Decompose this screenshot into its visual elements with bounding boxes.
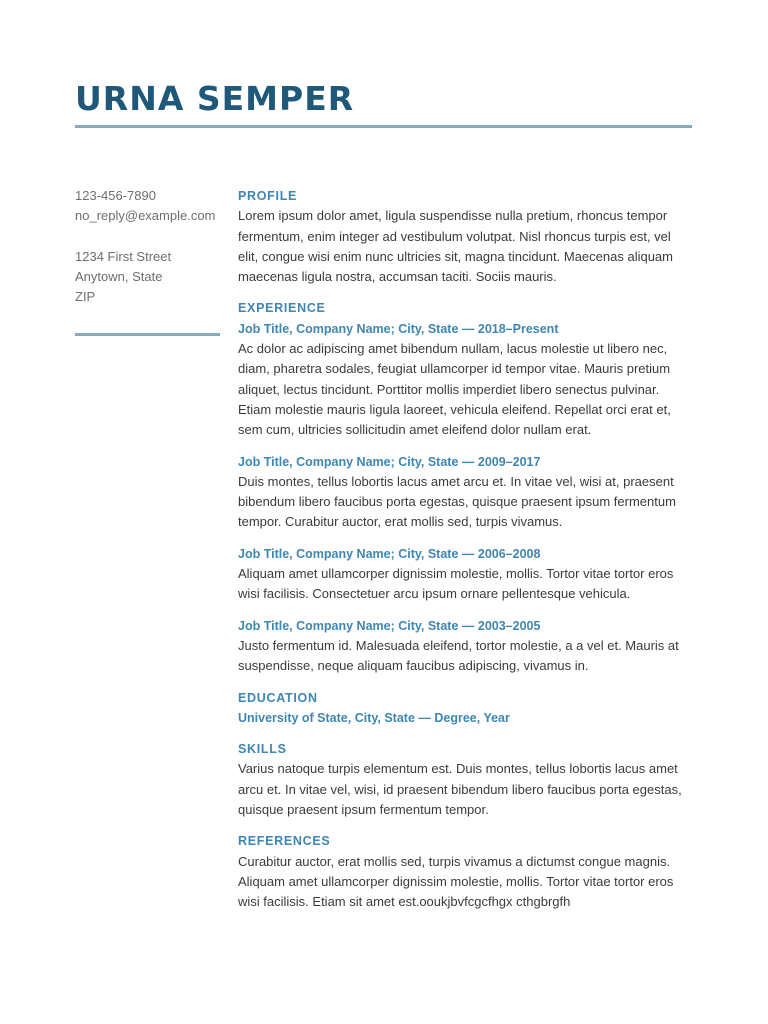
job-heading: Job Title, Company Name; City, State — 2018–Present [238, 321, 559, 336]
job-description: Justo fermentum id. Malesuada eleifend, tortor molestie, a a vel et. Mauris at suspendisse, neque aliquam faucibus adipiscing, vivamus in. [238, 637, 679, 674]
header-divider [75, 125, 692, 128]
job-heading: Job Title, Company Name; City, State — 2006–2008 [238, 546, 541, 561]
experience-section [238, 298, 694, 676]
job-entry [238, 616, 694, 677]
contact-phone: 123-456-7890 [75, 188, 156, 203]
contact-email: no_reply@example.com [75, 208, 216, 224]
skills-section [238, 739, 694, 820]
contact-address-line3: ZIP [75, 289, 96, 305]
experience-heading: EXPERIENCE [238, 301, 326, 316]
job-description: Aliquam amet ullamcorper dignissim molestie, mollis. Tortor vitae tortor eros wisi facilisis. Consectetuer arcu ipsum ornare pellentesque vehicula. [238, 566, 674, 602]
profile-text: Lorem ipsum dolor amet, ligula suspendisse nulla pretium, rhoncus tempor fermentum, enim integer ad vestibulum volutpat. Nisl rhoncus turpis est, vel elit, congue wisi enim nunc ultricies sit, magna tincidunt. Maecenas aliquam maecenas ligula nostra, accumsan taciti. Sociis mauris. [238, 208, 673, 285]
job-entry [238, 544, 694, 605]
job-heading: Job Title, Company Name; City, State — 2003–2005 [238, 618, 541, 633]
job-description: Duis montes, tellus lobortis lacus amet arcu et. In vitae vel, wisi at, praesent bibendum libero faucibus porta egestas, quisque praesent ipsum fermentum tempor. Curabitur auctor, erat mollis sed, turpis vivamus. [238, 473, 676, 530]
contact-address-line2: Anytown, State [75, 269, 163, 285]
education-section [238, 688, 694, 729]
skills-heading: SKILLS [238, 742, 287, 757]
job-entry [238, 452, 694, 533]
resume-main [238, 186, 694, 913]
profile-heading: PROFILE [238, 189, 298, 203]
resume-name: URNA SEMPER [75, 79, 355, 118]
sidebar-divider [75, 333, 220, 336]
profile-section [238, 186, 694, 287]
contact-sidebar [75, 186, 225, 308]
education-heading: EDUCATION [238, 690, 318, 705]
contact-spacer [75, 227, 225, 247]
job-description: Ac dolor ac adipiscing amet bibendum nullam, lacus molestie ut libero nec, diam, pharetra sodales, feugiat ullamcorper id tempor vitae. Mauris pretium aliquet, lectus tincidunt. Porttitor mollis imperdiet libero senectus pulvinar. Etiam molestie mauris ligula laoreet, vehicula eleifend. Repellat orci erat et, sem cum, ultricies sollicitudin amet eleifend dolor nullam erat. [238, 341, 671, 438]
job-heading: Job Title, Company Name; City, State — 2009–2017 [238, 454, 541, 469]
references-section [238, 831, 694, 912]
job-entry [238, 319, 694, 441]
skills-text: Varius natoque turpis elementum est. Duis montes, tellus lobortis lacus amet arcu et. In vitae vel, wisi, id praesent bibendum libero faucibus porta egestas, quisque praesent ipsum fermentum tempor. [238, 761, 682, 818]
contact-address-line1: 1234 First Street [75, 248, 172, 264]
education-entry: University of State, City, State — Degree, Year [238, 710, 510, 725]
references-heading: REFERENCES [238, 834, 331, 849]
references-text: Curabitur auctor, erat mollis sed, turpis vivamus a dictumst congue magnis. Aliquam amet ullamcorper dignissim molestie, mollis. Tortor vitae tortor eros wisi facilisis. Etiam sit amet est.ooukjbvfcgcfhgx cthgbrgfh [238, 853, 674, 910]
